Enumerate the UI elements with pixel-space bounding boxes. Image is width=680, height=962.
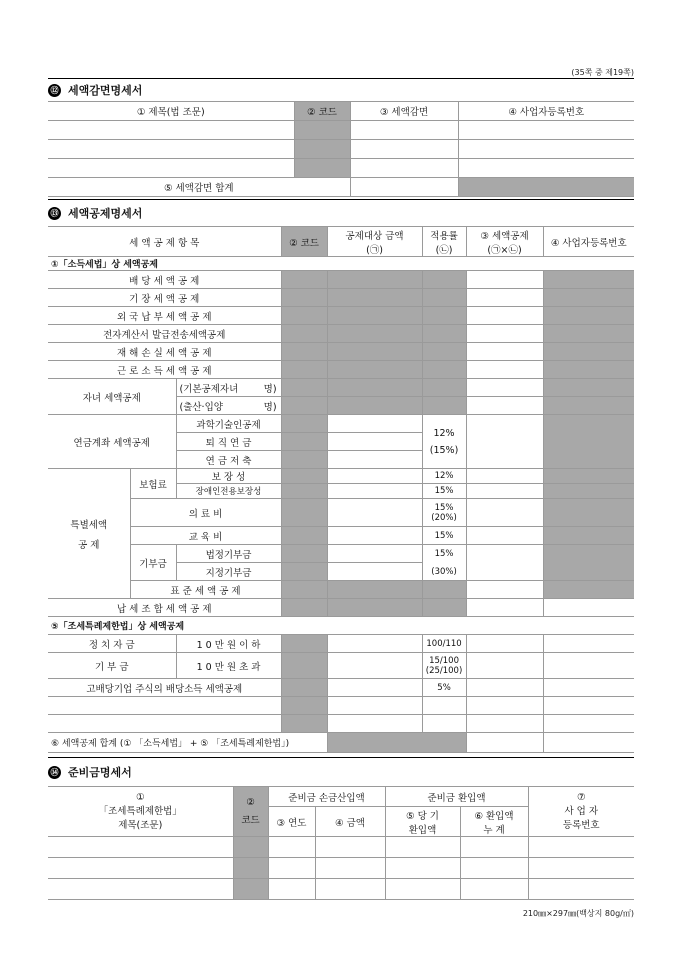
shaded-cell: [281, 563, 327, 581]
input-cell[interactable]: [460, 858, 528, 879]
row-bookkeeping-credit: 기 장 세 액 공 제: [48, 289, 281, 307]
row-earned-income-credit: 근 로 소 득 세 액 공 제: [48, 361, 281, 379]
input-cell[interactable]: [543, 653, 634, 679]
education-rate: 15%: [422, 527, 466, 545]
input-cell[interactable]: [458, 159, 634, 178]
table-row: [48, 159, 634, 178]
reserve-header-amount: ④ 금액: [315, 807, 385, 837]
input-cell[interactable]: [466, 289, 543, 307]
shaded-cell: [281, 361, 327, 379]
header-code: ② 코드: [294, 102, 350, 121]
input-cell[interactable]: [48, 715, 281, 733]
input-cell[interactable]: [466, 715, 543, 733]
code-cell: [294, 159, 350, 178]
code-cell: [294, 121, 350, 140]
donation-designated: 지정기부금: [176, 563, 281, 581]
shaded-cell: [281, 325, 327, 343]
input-cell[interactable]: [543, 635, 634, 653]
credit-total-label: ⑥ 세액공제 합계 (① 「소득세법」 + ⑤ 「조세특례제한법」): [48, 733, 327, 753]
shaded-cell: [422, 307, 466, 325]
input-cell[interactable]: [466, 415, 543, 469]
shaded-cell: [327, 307, 422, 325]
header-reduction: ③ 세액감면: [350, 102, 458, 121]
input-cell[interactable]: [385, 858, 460, 879]
input-cell[interactable]: [327, 679, 422, 697]
input-cell[interactable]: [422, 697, 466, 715]
row-dividend-credit: 배 당 세 액 공 제: [48, 271, 281, 289]
standard-credit: 표 준 세 액 공 제: [130, 581, 281, 599]
section-14-heading: 준비금명세서: [68, 766, 132, 779]
row-child-credit: 자녀 세액공제: [48, 379, 176, 415]
section-13-title: [48, 200, 634, 226]
header-biz-number: ④ 사업자등록번호: [458, 102, 634, 121]
shaded-cell: [281, 527, 327, 545]
political-over-rate: 15/100 (25/100): [422, 653, 466, 679]
input-cell[interactable]: [48, 140, 294, 159]
shaded-cell: [233, 879, 268, 900]
reserve-header-reversal: 준비금 환입액: [385, 787, 528, 807]
shaded-cell: [422, 343, 466, 361]
tax-credit-table: [48, 226, 634, 753]
section-12-heading: 세액감면명세서: [68, 84, 143, 97]
pension-savings: 연 금 저 축: [176, 451, 281, 469]
child-basic: (기본공제자녀 명): [176, 379, 281, 397]
input-cell[interactable]: [466, 379, 543, 397]
input-cell[interactable]: [466, 581, 543, 599]
total-row: [48, 178, 634, 197]
circled-14-icon: ⑭: [48, 766, 61, 779]
input-cell[interactable]: [48, 121, 294, 140]
row-pension-credit: 연금계좌 세액공제: [48, 415, 176, 469]
shaded-cell: [327, 599, 422, 617]
political-under-100k: 1 0 만 원 이 하: [176, 635, 281, 653]
shaded-cell: [281, 715, 327, 733]
reserve-header-deduction: 준비금 손금산입액: [268, 787, 385, 807]
shaded-cell: [543, 307, 634, 325]
reserve-header-year: ③ 연도: [268, 807, 315, 837]
insurance-disabled-rate: 15%: [422, 484, 466, 499]
shaded-cell: [281, 397, 327, 415]
reserve-header-code: ② 코드: [233, 787, 268, 837]
section-tax-credit: [48, 199, 634, 753]
political-over-100k: 1 0 만 원 초 과: [176, 653, 281, 679]
pension-science: 과학기술인공제: [176, 415, 281, 433]
shaded-cell: [543, 343, 634, 361]
input-cell[interactable]: [466, 484, 543, 499]
input-cell[interactable]: [327, 499, 422, 527]
shaded-cell: [327, 289, 422, 307]
input-cell[interactable]: [327, 433, 422, 451]
row-disaster-loss-credit: 재 해 손 실 세 액 공 제: [48, 343, 281, 361]
group-special-tax-act: ⑤「조세특례제한법」상 세액공제: [48, 617, 634, 635]
input-cell[interactable]: [528, 858, 634, 879]
section-tax-reduction: [48, 78, 634, 197]
input-cell[interactable]: [466, 653, 543, 679]
shaded-cell: [543, 325, 634, 343]
medical-rate: 15% (20%): [422, 499, 466, 527]
row-special-credit: 특별세액 공 제: [48, 469, 130, 599]
row-foreign-tax-credit: 외 국 납 부 세 액 공 제: [48, 307, 281, 325]
code-cell: [294, 140, 350, 159]
row-e-invoice-credit: 전자계산서 발급전송세액공제: [48, 325, 281, 343]
input-cell[interactable]: [466, 499, 543, 527]
reduction-total-label: ⑤ 세액감면 합계: [48, 178, 350, 197]
reserve-header-biz-number: ⑦ 사 업 자 등록번호: [528, 787, 634, 837]
input-cell[interactable]: [327, 545, 422, 563]
header-rate: 적용률 (㉡): [422, 227, 466, 257]
input-cell[interactable]: [460, 837, 528, 858]
shaded-cell: [281, 289, 327, 307]
shaded-cell: [327, 581, 422, 599]
insurance-label: 보험료: [130, 469, 176, 499]
shaded-cell: [422, 599, 466, 617]
table-row: [48, 140, 634, 159]
input-cell[interactable]: [466, 397, 543, 415]
input-cell[interactable]: [48, 697, 281, 715]
medical-expense: 의 료 비: [130, 499, 281, 527]
input-cell[interactable]: [543, 733, 634, 753]
input-cell[interactable]: [458, 140, 634, 159]
input-cell[interactable]: [528, 879, 634, 900]
header-credit: ③ 세액공제 (㉠×㉡): [466, 227, 543, 257]
circled-13-icon: ⑬: [48, 207, 61, 220]
donation-statutory: 법정기부금: [176, 545, 281, 563]
input-cell[interactable]: [48, 858, 233, 879]
shaded-cell: [327, 361, 422, 379]
shaded-cell: [281, 581, 327, 599]
table-row: [48, 837, 634, 858]
shaded-cell: [281, 379, 327, 397]
input-cell[interactable]: [466, 545, 543, 581]
input-cell[interactable]: [466, 635, 543, 653]
input-cell[interactable]: [466, 599, 543, 617]
shaded-cell: [422, 379, 466, 397]
insurance-coverage: 보 장 성: [176, 469, 281, 484]
tax-reduction-table: [48, 101, 634, 197]
input-cell[interactable]: [543, 715, 634, 733]
shaded-cell: [422, 271, 466, 289]
insurance-coverage-rate: 12%: [422, 469, 466, 484]
input-cell[interactable]: [327, 715, 422, 733]
shaded-cell: [422, 397, 466, 415]
shaded-cell: [458, 178, 634, 197]
table-row: [48, 121, 634, 140]
input-cell[interactable]: [327, 484, 422, 499]
section-reserve: [48, 757, 634, 900]
shaded-cell: [543, 415, 634, 469]
shaded-cell: [327, 733, 466, 753]
education-expense: 교 육 비: [130, 527, 281, 545]
input-cell[interactable]: [385, 879, 460, 900]
child-birth: (출산·입양 명): [176, 397, 281, 415]
shaded-cell: [543, 469, 634, 484]
paper-spec: 210㎜×297㎜(백상지 80g/㎡): [522, 909, 634, 918]
circled-12-icon: ⑫: [48, 84, 61, 97]
shaded-cell: [543, 271, 634, 289]
input-cell[interactable]: [327, 697, 422, 715]
reduction-total-input[interactable]: [350, 178, 458, 197]
shaded-cell: [281, 343, 327, 361]
reserve-header-title: ① 「조세특례제한법」 제목(조문): [48, 787, 233, 837]
input-cell[interactable]: [350, 121, 458, 140]
shaded-cell: [543, 289, 634, 307]
input-cell[interactable]: [350, 159, 458, 178]
shaded-cell: [543, 484, 634, 499]
row-taxpayer-union-credit: 납 세 조 합 세 액 공 제: [48, 599, 281, 617]
input-cell[interactable]: [48, 159, 294, 178]
political-donation-label: 기 부 금: [48, 653, 176, 679]
header-amount: 공제대상 금액 (㉠): [327, 227, 422, 257]
shaded-cell: [422, 361, 466, 379]
shaded-cell: [281, 484, 327, 499]
political-under-rate: 100/110: [422, 635, 466, 653]
input-cell[interactable]: [327, 451, 422, 469]
header-title: ① 제목(법 조문): [48, 102, 294, 121]
row-high-dividend-credit: 고배당기업 주식의 배당소득 세액공제: [48, 679, 281, 697]
input-cell[interactable]: [48, 837, 233, 858]
shaded-cell: [543, 397, 634, 415]
donation-label: 기부금: [130, 545, 176, 581]
reserve-header-cumulative: ⑥ 환입액 누 계: [460, 807, 528, 837]
shaded-cell: [327, 325, 422, 343]
input-cell[interactable]: [315, 858, 385, 879]
credit-total-input[interactable]: [466, 733, 543, 753]
reserve-table: [48, 786, 634, 900]
input-cell[interactable]: [327, 635, 422, 653]
input-cell[interactable]: [466, 527, 543, 545]
input-cell[interactable]: [466, 271, 543, 289]
input-cell[interactable]: [466, 307, 543, 325]
shaded-cell: [281, 599, 327, 617]
input-cell[interactable]: [466, 361, 543, 379]
reserve-header-current: ⑤ 당 기 환입액: [385, 807, 460, 837]
shaded-cell: [281, 653, 327, 679]
input-cell[interactable]: [315, 837, 385, 858]
shaded-cell: [543, 499, 634, 527]
shaded-cell: [543, 379, 634, 397]
shaded-cell: [281, 415, 327, 433]
shaded-cell: [422, 581, 466, 599]
input-cell[interactable]: [460, 879, 528, 900]
input-cell[interactable]: [268, 837, 315, 858]
header-item: 세 액 공 제 항 목: [48, 227, 281, 257]
input-cell[interactable]: [528, 837, 634, 858]
shaded-cell: [327, 271, 422, 289]
shaded-cell: [281, 697, 327, 715]
input-cell[interactable]: [327, 563, 422, 581]
shaded-cell: [327, 343, 422, 361]
input-cell[interactable]: [466, 343, 543, 361]
page-number: (35쪽 중 제19쪽): [571, 68, 634, 77]
shaded-cell: [327, 397, 422, 415]
shaded-cell: [422, 325, 466, 343]
input-cell[interactable]: [466, 469, 543, 484]
section-14-title: [48, 758, 634, 786]
shaded-cell: [281, 307, 327, 325]
shaded-cell: [543, 361, 634, 379]
pension-rate: 12% (15%): [422, 415, 466, 469]
input-cell[interactable]: [385, 837, 460, 858]
input-cell[interactable]: [543, 697, 634, 715]
shaded-cell: [281, 451, 327, 469]
input-cell[interactable]: [48, 879, 233, 900]
shaded-cell: [281, 635, 327, 653]
input-cell[interactable]: [268, 858, 315, 879]
input-cell[interactable]: [466, 697, 543, 715]
shaded-cell: [543, 527, 634, 545]
shaded-cell: [281, 545, 327, 563]
shaded-cell: [543, 545, 634, 581]
shaded-cell: [422, 289, 466, 307]
input-cell[interactable]: [327, 415, 422, 433]
table-row: [48, 858, 634, 879]
input-cell[interactable]: [327, 469, 422, 484]
shaded-cell: [281, 433, 327, 451]
input-cell[interactable]: [466, 325, 543, 343]
input-cell[interactable]: [543, 599, 634, 617]
input-cell[interactable]: [327, 527, 422, 545]
shaded-cell: [281, 499, 327, 527]
input-cell[interactable]: [458, 121, 634, 140]
input-cell[interactable]: [268, 879, 315, 900]
shaded-cell: [281, 271, 327, 289]
political-fund-label: 정 치 자 금: [48, 635, 176, 653]
pension-retirement: 퇴 직 연 금: [176, 433, 281, 451]
donation-rate: 15% (30%): [422, 545, 466, 581]
input-cell[interactable]: [422, 715, 466, 733]
input-cell[interactable]: [350, 140, 458, 159]
shaded-cell: [543, 581, 634, 599]
shaded-cell: [281, 679, 327, 697]
input-cell[interactable]: [315, 879, 385, 900]
shaded-cell: [327, 379, 422, 397]
section-12-title: [48, 79, 634, 101]
high-dividend-rate: 5%: [422, 679, 466, 697]
group-income-tax-act: ①「소득세법」상 세액공제: [48, 257, 634, 271]
header-code: ② 코드: [281, 227, 327, 257]
shaded-cell: [233, 837, 268, 858]
header-biz-number: ④ 사업자등록번호: [543, 227, 634, 257]
input-cell[interactable]: [327, 653, 422, 679]
input-cell[interactable]: [466, 679, 543, 697]
insurance-disabled: 장애인전용보장성: [176, 484, 281, 499]
table-row: [48, 879, 634, 900]
section-13-heading: 세액공제명세서: [68, 207, 143, 220]
shaded-cell: [233, 858, 268, 879]
input-cell[interactable]: [543, 679, 634, 697]
shaded-cell: [281, 469, 327, 484]
